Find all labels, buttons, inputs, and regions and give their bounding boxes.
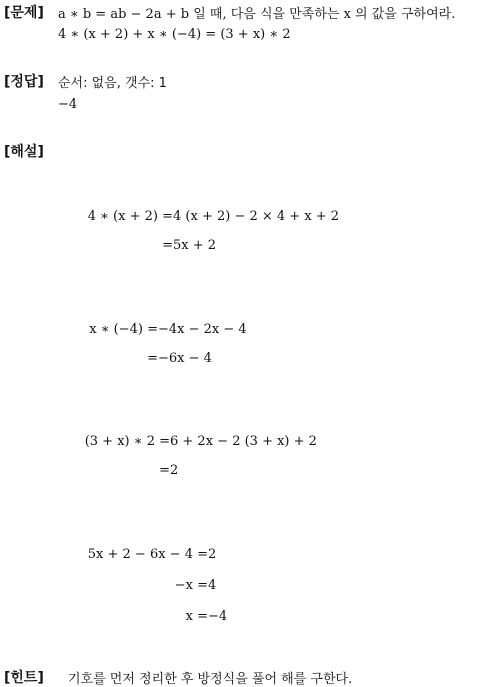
- solution-step-rhs: 2: [170, 463, 179, 478]
- solution-step-lhs: =: [162, 238, 173, 253]
- solution-label: [해설]: [4, 144, 44, 160]
- solution-step-rhs: −6x − 4: [158, 351, 212, 366]
- problem-statement: a ∗ b = ab − 2a + b 일 때, 다음 식을 만족하는 x 의 값을 구하여라.: [58, 7, 456, 22]
- solution-step-rhs: 2: [208, 547, 217, 562]
- answer-meta: 순서: 없음, 갯수: 1: [58, 76, 167, 91]
- solution-step-rhs: 4 (x + 2) − 2 × 4 + x + 2: [173, 209, 340, 224]
- problem-equation: 4 ∗ (x + 2) + x ∗ (−4) = (3 + x) ∗ 2: [58, 27, 291, 42]
- problem-label: [문제]: [4, 5, 44, 21]
- solution-step-lhs: 5x + 2 − 6x − 4 =: [87, 547, 208, 562]
- hint-label: [힌트]: [4, 670, 44, 686]
- solution-step-lhs: x ∗ (−4) =: [89, 322, 158, 337]
- solution-step-lhs: =: [147, 351, 158, 366]
- solution-step-lhs: =: [159, 463, 170, 478]
- solution-step-lhs: −x =: [174, 578, 208, 593]
- solution-step-rhs: −4: [208, 609, 228, 624]
- solution-step-lhs: 4 ∗ (x + 2) =: [87, 209, 173, 224]
- answer-value: −4: [58, 97, 78, 112]
- solution-step-rhs: 5x + 2: [173, 238, 217, 253]
- solution-step-lhs: x =: [185, 609, 208, 624]
- solution-step-rhs: 4: [208, 578, 217, 593]
- solution-step-rhs: 6 + 2x − 2 (3 + x) + 2: [170, 434, 317, 449]
- answer-label: [정답]: [4, 74, 44, 90]
- hint-text: 기호를 먼저 정리한 후 방정식을 풀어 해를 구한다.: [68, 672, 353, 687]
- solution-step-lhs: (3 + x) ∗ 2 =: [84, 434, 170, 449]
- solution-step-rhs: −4x − 2x − 4: [158, 322, 247, 337]
